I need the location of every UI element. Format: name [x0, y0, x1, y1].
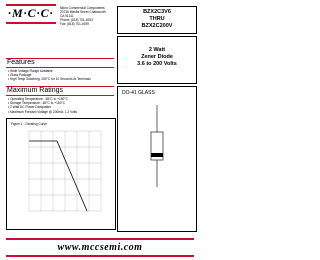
figure-label: Figure 1 - Derating Curve — [11, 122, 47, 126]
feature-item: • Glass Package — [8, 73, 114, 77]
logo-rule-top — [6, 4, 56, 6]
description-box — [117, 36, 197, 84]
part-number-start: BZX2C3V6 — [143, 9, 171, 15]
cathode-band — [151, 153, 163, 157]
features-list — [8, 69, 114, 82]
part-number-thru: THRU — [149, 16, 165, 22]
ratings-heading: Maximum Ratings — [7, 87, 64, 94]
package-title: DO-41 GLASS — [122, 90, 155, 96]
derating-curve — [29, 141, 87, 211]
derating-figure — [6, 118, 116, 230]
part-number-box — [117, 6, 197, 34]
graph-grid — [29, 131, 101, 211]
footer-rule-top — [6, 238, 194, 240]
company-name: Micro Commercial Components — [60, 6, 105, 10]
package-box — [117, 86, 197, 232]
features-heading: Features — [7, 59, 35, 66]
feature-item: • High Temp Soldering: 260°C for 10 Seconds At Terminals — [8, 77, 114, 81]
footer-rule-bottom — [6, 255, 194, 257]
part-number-end: BZX2C200V — [141, 23, 173, 29]
company-city: CA 91311 — [60, 14, 74, 18]
power-rating: 2 Watt — [148, 47, 166, 53]
company-logo: ·M·C·C· — [8, 6, 54, 20]
company-phone: Phone: (818) 701-4933 — [60, 18, 93, 22]
package-drawing — [118, 87, 196, 231]
company-address — [60, 6, 115, 26]
rating-item: • Maximum Forward Voltage @ 200mA: 1.2 Volts — [8, 110, 114, 114]
website-url: www.mccsemi.com — [57, 242, 143, 253]
ratings-rule-bottom — [6, 95, 114, 96]
logo-rule-bottom — [6, 22, 56, 24]
features-rule-bottom — [6, 67, 114, 68]
ratings-list — [8, 97, 114, 114]
device-type: Zener Diode — [141, 54, 173, 60]
feature-item: • Wide Voltage Range Available — [8, 69, 114, 73]
rating-item: • Storage Temperature: -65°C to +150°C — [8, 101, 114, 105]
rating-item: • 2 Watt DC Power Dissipation — [8, 105, 114, 109]
rating-item: • Operating Temperature: -65°C to +150°C — [8, 97, 114, 101]
company-street: 20736 Marilla Street Chatsworth — [60, 10, 106, 14]
company-fax: Fax: (818) 701-4939 — [60, 22, 89, 26]
derating-graph — [7, 119, 115, 229]
voltage-range: 3.6 to 200 Volts — [137, 61, 177, 67]
